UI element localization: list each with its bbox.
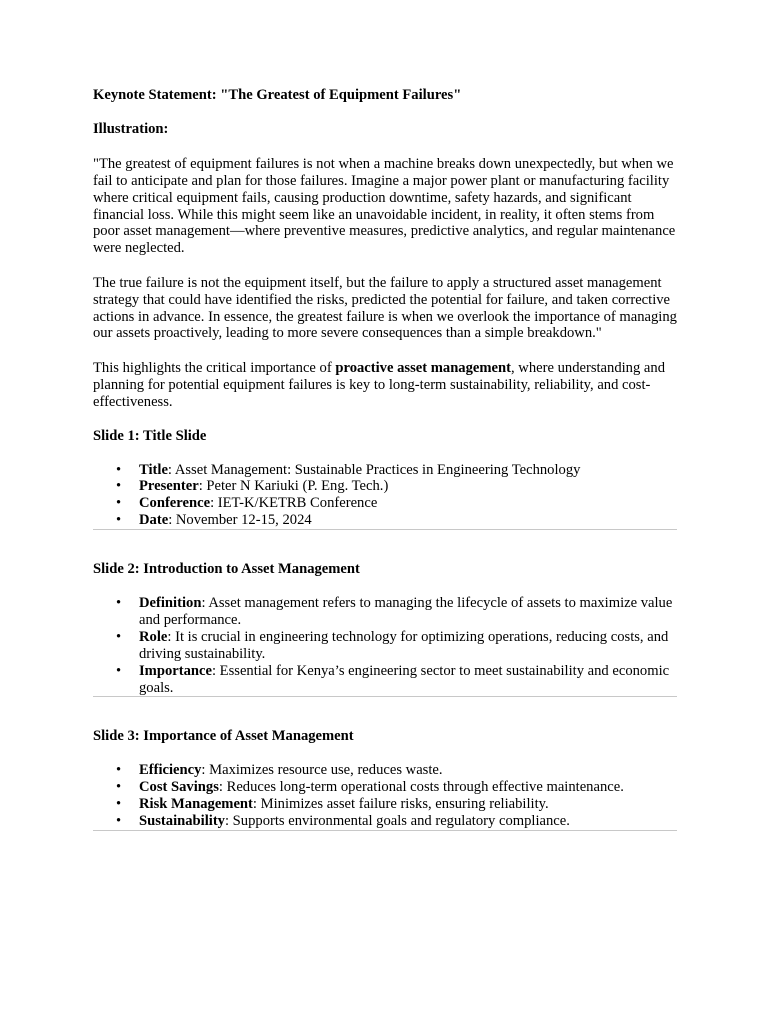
list-item	[116, 813, 677, 830]
item-label: Title	[139, 461, 168, 478]
list-item	[116, 762, 677, 779]
slide-3-heading: Slide 3: Importance of Asset Management	[93, 728, 354, 745]
item-text: : It is crucial in engineering technology for optimizing operations, reducing costs, and driving sustainability.	[139, 628, 669, 662]
item-text: : Minimizes asset failure risks, ensuring reliability.	[252, 796, 549, 813]
item-text: : Supports environmental goals and regulatory compliance.	[224, 813, 570, 830]
bullet-icon: •	[116, 495, 122, 512]
item-label: Conference	[139, 495, 211, 512]
horizontal-rule	[93, 529, 677, 530]
item-label: Definition	[139, 595, 202, 612]
item-text: : Essential for Kenya’s engineering sector to meet sustainability and economic goals.	[139, 662, 670, 696]
bullet-icon: •	[116, 461, 122, 478]
list-item	[116, 478, 677, 495]
item-label: Cost Savings	[139, 779, 219, 796]
quote-paragraph-1: "The greatest of equipment failures is not when a machine breaks down unexpectedly, but when we fail to anticipate and plan for those failures. Imagine a major power plant or manufacturing facility where critical equipment fails, causing production downtime, safety hazards, and significant financial loss. While this might seem like an unavoidable incident, in reality, it often stems from poor asset management—where preventive measures, predictive analytics, and regular maintenance were neglected.	[93, 155, 676, 257]
bullet-icon: •	[116, 779, 122, 796]
bullet-icon: •	[116, 762, 122, 779]
list-item	[116, 495, 677, 512]
bullet-icon: •	[116, 595, 122, 612]
item-text: : Reduces long-term operational costs through effective maintenance.	[218, 779, 624, 796]
quote-paragraph-2: The true failure is not the equipment itself, but the failure to apply a structured asset management strategy that could have identified the risks, predicted the potential for failure, and taken corrective actions in advance. In essence, the greatest failure is when we overlook the importance of managing our assets proactively, leading to more severe consequences than a simple breakdown."	[93, 274, 677, 342]
slide-1-heading: Slide 1: Title Slide	[93, 427, 207, 444]
item-text: : IET-K/KETRB Conference	[210, 495, 378, 512]
illustration-label: Illustration:	[93, 121, 169, 138]
item-label: Risk Management	[139, 796, 253, 813]
slide-3-list	[93, 762, 677, 830]
bullet-icon: •	[116, 796, 122, 813]
horizontal-rule	[93, 830, 677, 831]
item-text: : November 12-15, 2024	[168, 512, 312, 529]
slide-2-heading: Slide 2: Introduction to Asset Management	[93, 561, 360, 578]
slide-1-list	[93, 462, 677, 530]
list-item	[116, 796, 677, 813]
list-item	[116, 461, 677, 479]
bullet-icon: •	[116, 478, 122, 495]
horizontal-rule	[93, 696, 677, 697]
item-label: Role	[139, 628, 168, 645]
highlight-text-after: , where understanding and planning for potential equipment failures is key to long-term sustainability, reliability, and cost-effectiveness.	[93, 359, 665, 410]
document-page	[93, 87, 677, 831]
bullet-icon: •	[116, 512, 122, 529]
keynote-title: Keynote Statement: "The Greatest of Equipment Failures"	[93, 87, 462, 103]
item-label: Date	[139, 512, 169, 529]
list-item	[116, 512, 677, 529]
bullet-icon: •	[116, 662, 122, 679]
list-item	[116, 662, 677, 697]
list-item	[116, 628, 677, 663]
item-text: : Maximizes resource use, reduces waste.	[201, 762, 443, 779]
list-item	[116, 779, 677, 796]
bullet-icon: •	[116, 628, 122, 645]
item-label: Presenter	[139, 478, 199, 495]
highlight-bold-phrase: proactive asset management	[335, 359, 511, 376]
bullet-icon: •	[116, 813, 122, 830]
highlight-paragraph	[93, 360, 677, 411]
item-label: Efficiency	[139, 762, 202, 779]
item-label: Importance	[139, 662, 212, 679]
slide-2-list	[93, 595, 677, 696]
item-label: Sustainability	[139, 813, 225, 830]
item-text: : Peter N Kariuki (P. Eng. Tech.)	[198, 478, 389, 495]
item-text: : Asset Management: Sustainable Practices in Engineering Technology	[167, 461, 581, 478]
list-item	[116, 595, 677, 629]
item-text: : Asset management refers to managing the lifecycle of assets to maximize value and performance.	[139, 595, 673, 628]
highlight-text-before: This highlights the critical importance of	[93, 359, 336, 376]
